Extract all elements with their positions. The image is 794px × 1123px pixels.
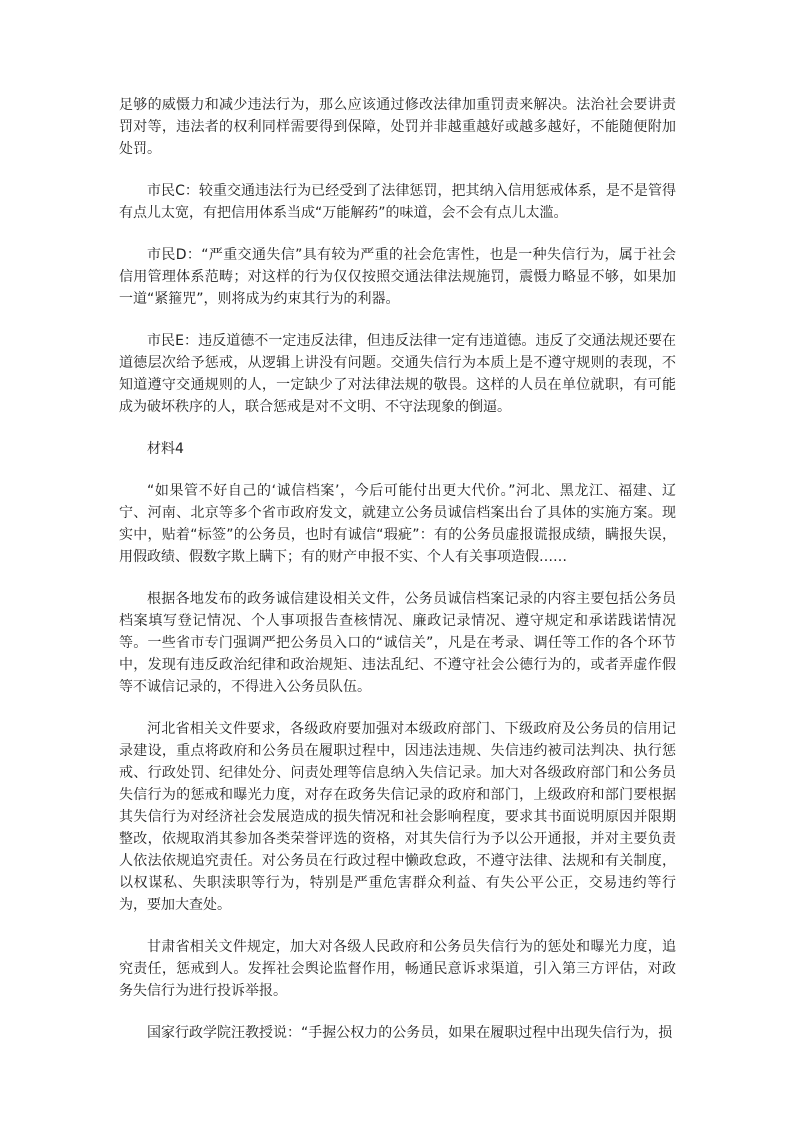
- paragraph-citizen-c: 市民C：较重交通违法行为已经受到了法律惩罚，把其纳入信用惩戒体系，是不是管得有点儿太宽，有把信用体系当成“万能解药”的味道，会不会有点儿太滥。: [119, 183, 676, 221]
- paragraph-gansu: 甘肃省相关文件规定，加大对各级人民政府和公务员失信行为的惩处和曝光力度，追究责任，惩戒到人。发挥社会舆论监督作用，畅通民意诉求渠道，引入第三方评估，对政务失信行为进行投诉举报。: [119, 939, 676, 999]
- paragraph-file-contents: 根据各地发布的政务诚信建设相关文件，公务员诚信档案记录的内容主要包括公务员档案填写登记情况、个人事项报告查核情况、廉政记录情况、遵守规定和承诺践诺情况等。一些省市专门强调严把公务员入口的“诚信关”，凡是在考录、调任等工作的各个环节中，发现有违反政治纪律和政治规矩、违法乱纪、不遵守社会公德行为的，或者弄虚作假等不诚信记录的，不得进入公务员队伍。: [119, 591, 676, 695]
- document-page: [119, 94, 676, 1044]
- paragraph-professor-quote: 国家行政学院汪教授说：“手握公权力的公务员，如果在履职过程中出现失信行为，损: [147, 1025, 673, 1041]
- paragraph-citizen-e: 市民E：违反道德不一定违反法律，但违反法律一定有违道德。违反了交通法规还要在道德层次给予惩戒，从逻辑上讲没有问题。交通失信行为本质上是不遵守规则的表现，不知道遵守交通规则的人，一定缺少了对法律法规的敬畏。这样的人员在单位就职，有可能成为破坏秩序的人，联合惩戒是对不文明、不守法现象的倒逼。: [119, 333, 676, 415]
- paragraph-integrity-file: “如果管不好自己的‘诚信档案’，今后可能付出更大代价。”河北、黑龙江、福建、辽宁、河南、北京等多个省市政府发文，就建立公务员诚信档案出台了具体的实施方案。现实中，贴着“标签”的公务员，也时有诚信“瑕疵”：有的公务员虚报谎报成绩，瞒报失误，用假政绩、假数字欺上瞒下；有的财产申报不实、个人有关事项造假……: [119, 483, 676, 565]
- paragraph-continued: 足够的威慑力和减少违法行为，那么应该通过修改法律加重罚责来解决。法治社会要讲责罚对等，违法者的权利同样需要得到保障，处罚并非越重越好或越多越好，不能随便附加处罚。: [119, 97, 676, 157]
- section-heading-material-4: 材料4: [147, 441, 184, 457]
- paragraph-hebei: 河北省相关文件要求，各级政府要加强对本级政府部门、下级政府及公务员的信用记录建设，重点将政府和公务员在履职过程中，因违法违规、失信违约被司法判决、执行惩戒、行政处罚、纪律处分、问责处理等信息纳入失信记录。加大对各级政府部门和公务员失信行为的惩戒和曝光力度，对存在政务失信记录的政府和部门，上级政府和部门要根据其失信行为对经济社会发展造成的损失情况和社会影响程度，要求其书面说明原因并限期整改，依规取消其参加各类荣誉评选的资格，对其失信行为予以公开通报，并对主要负责人依法依规追究责任。对公务员在行政过程中懒政怠政，不遵守法律、法规和有关制度，以权谋私、失职渎职等行为，特别是严重危害群众利益、有失公平公正，交易违约等行为，要加大查处。: [119, 721, 676, 913]
- paragraph-citizen-d: 市民D：“严重交通失信”具有较为严重的社会危害性，也是一种失信行为，属于社会信用管理体系范畴；对这样的行为仅仅按照交通法律法规施罚，震慑力略显不够，如果加一道“紧箍咒”，则将成为约束其行为的利器。: [119, 247, 676, 307]
